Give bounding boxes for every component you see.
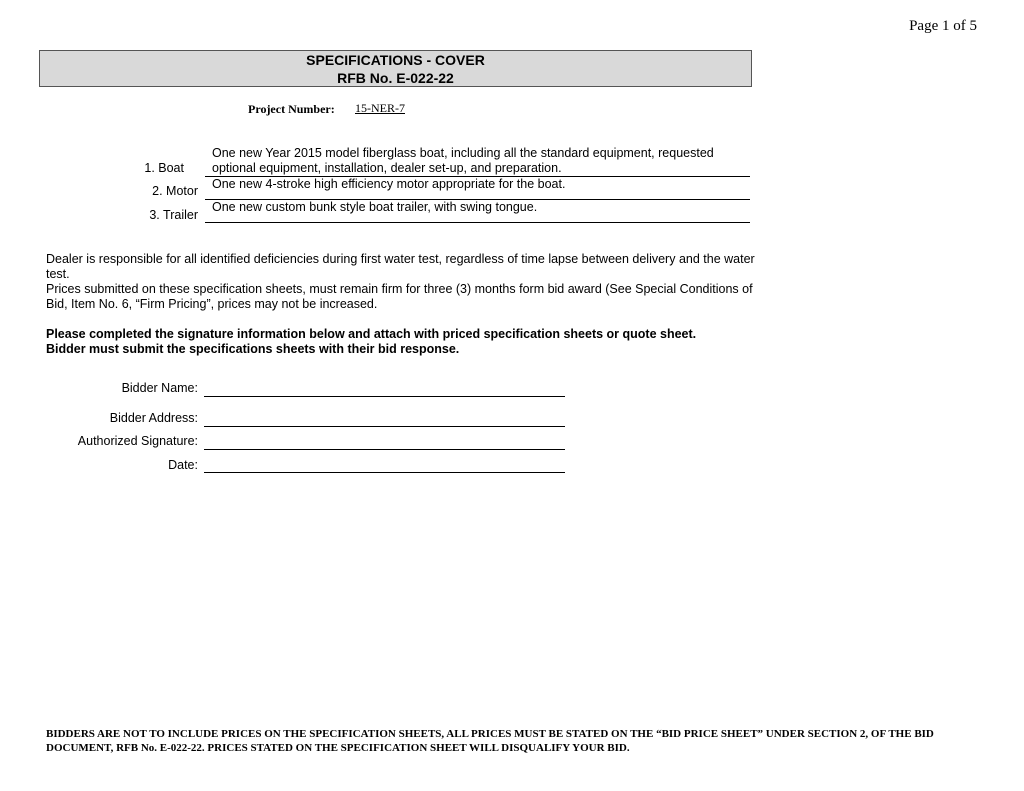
item-label-trailer: 3. Trailer [149, 208, 198, 222]
rfb-number: RFB No. E-022-22 [337, 70, 454, 86]
project-number-value: 15-NER-7 [355, 101, 405, 115]
item-description-motor: One new 4-stroke high efficiency motor appropriate for the boat. [212, 177, 566, 191]
notes-section [46, 252, 756, 312]
project-number-label: Project Number: [248, 102, 335, 116]
page-title: SPECIFICATIONS - COVER [306, 52, 485, 68]
authorized-signature-label: Authorized Signature: [77, 434, 198, 448]
bidder-name-field[interactable] [204, 396, 565, 397]
bidder-address-label: Bidder Address: [109, 411, 198, 425]
title-box [39, 50, 752, 87]
instructions-section [46, 327, 756, 357]
instruction-line-2: Bidder must submit the specifications sheets with their bid response. [46, 342, 460, 356]
date-field[interactable] [204, 472, 565, 473]
item-description-boat: One new Year 2015 model fiberglass boat, including all the standard equipment, requested optional equipment, installation, dealer set-up, and preparation. [212, 146, 714, 175]
item-label-motor: 2. Motor [152, 184, 198, 198]
bidder-name-label: Bidder Name: [121, 381, 198, 395]
dealer-responsibility-note: Dealer is responsible for all identified deficiencies during first water test, regardless of time lapse between delivery and the water test. [46, 252, 755, 281]
instruction-line-1: Please completed the signature information below and attach with priced specification sheets or quote sheet. [46, 327, 697, 341]
item-description-trailer: One new custom bunk style boat trailer, with swing tongue. [212, 200, 538, 214]
footer-warning: BIDDERS ARE NOT TO INCLUDE PRICES ON THE SPECIFICATION SHEETS, ALL PRICES MUST BE STATED ON THE “BID PRICE SHEET” UNDER SECTION 2, OF THE BID DOCUMENT, RFB No. E-022-22. PRICES STATED ON THE SPECIFICATION SHEET WILL DISQUALIFY YOUR BID. [46, 728, 934, 754]
bidder-address-field[interactable] [204, 426, 565, 427]
pricing-note: Prices submitted on these specification sheets, must remain firm for three (3) months form bid award (See Special Conditions of Bid, Item No. 6, “Firm Pricing”, prices may not be increased. [46, 282, 753, 311]
page-number: Page 1 of 5 [909, 18, 977, 34]
item-label-boat: 1. Boat [144, 161, 184, 175]
item-divider [205, 222, 750, 223]
date-label: Date: [168, 458, 198, 472]
authorized-signature-field[interactable] [204, 449, 565, 450]
